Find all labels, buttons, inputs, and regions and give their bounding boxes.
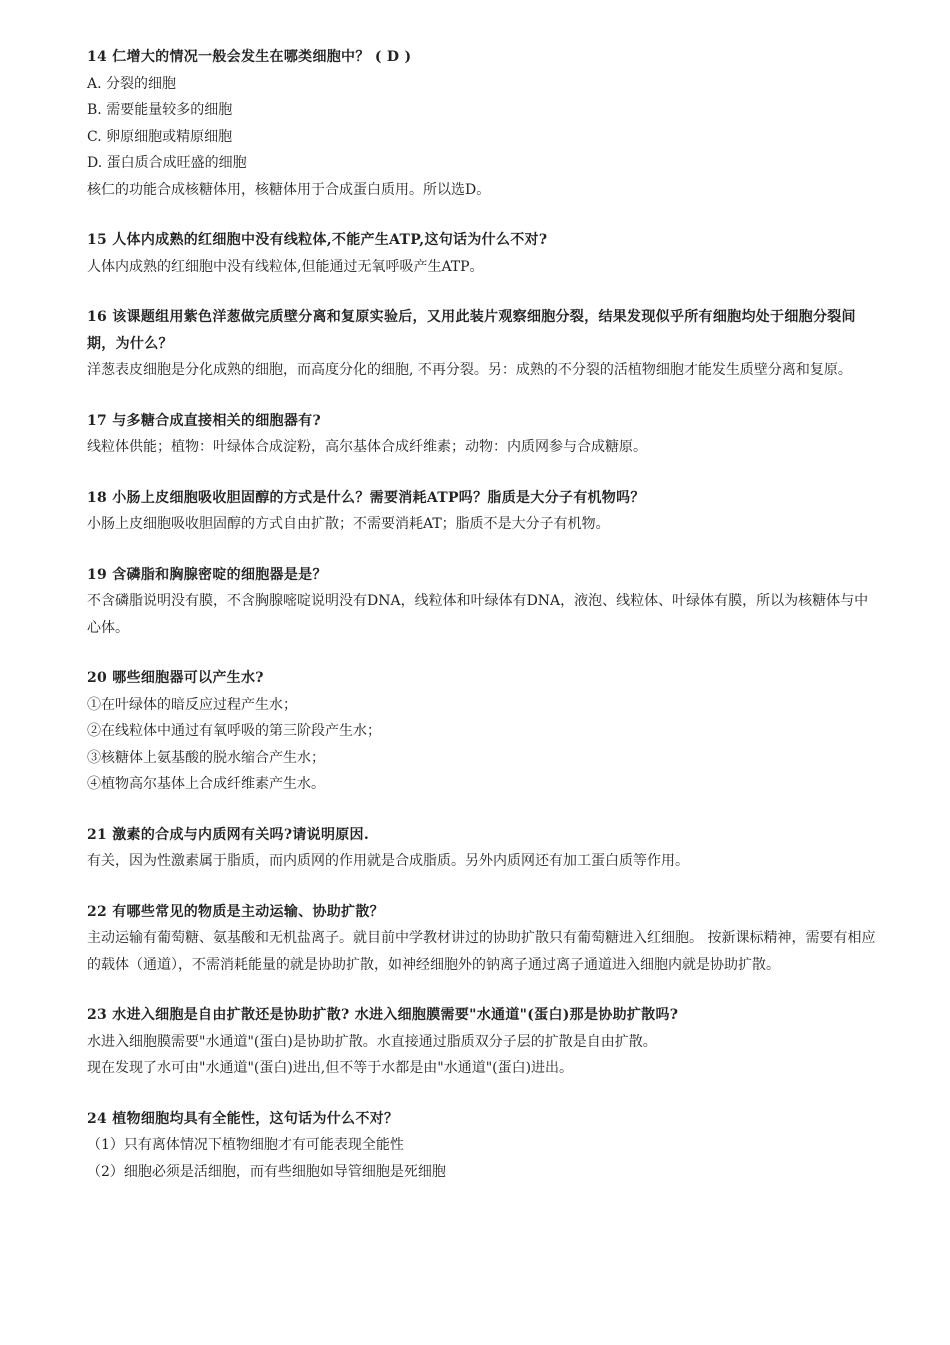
- question-text: 17 与多糖合成直接相关的细胞器有?: [87, 412, 321, 429]
- answer-text: 线粒体供能；植物：叶绿体合成淀粉，高尔基体合成纤维素；动物：内质网参与合成糖原。: [87, 439, 647, 455]
- answer-line: （1）只有离体情况下植物细胞才有可能表现全能性: [87, 1137, 404, 1153]
- question-text: 21 激素的合成与内质网有关吗?请说明原因.: [87, 826, 370, 843]
- option-c: C. 卵原细胞或精原细胞: [87, 128, 233, 145]
- question-text: 20 哪些细胞器可以产生水?: [87, 670, 264, 686]
- question-text: 22 有哪些常见的物质是主动运输、协助扩散？: [87, 903, 384, 920]
- question-block-23: [87, 1002, 880, 1082]
- answer-text: 小肠上皮细胞吸收胆固醇的方式自由扩散；不需要消耗AT；脂质不是大分子有机物。: [87, 516, 610, 532]
- question-block-22: [87, 899, 880, 979]
- question-block-14: [87, 44, 880, 203]
- question-block-20: [87, 665, 880, 798]
- question-block-21: [87, 822, 880, 875]
- question-block-16: [87, 304, 880, 384]
- answer-text: 人体内成熟的红细胞中没有线粒体,但能通过无氧呼吸产生ATP。: [87, 258, 484, 275]
- answer-line: ①在叶绿体的暗反应过程产生水；: [87, 696, 297, 713]
- question-text: 15 人体内成熟的红细胞中没有线粒体,不能产生ATP,这句话为什么不对?: [87, 232, 548, 248]
- answer-text: 核仁的功能合成核糖体用，核糖体用于合成蛋白质用。所以选D。: [87, 181, 491, 198]
- answer-line: ④植物高尔基体上合成纤维素产生水。: [87, 776, 325, 792]
- question-text: 24 植物细胞均具有全能性，这句话为什么不对？: [87, 1110, 399, 1127]
- question-block-24: [87, 1106, 880, 1186]
- question-text: 14 仁增大的情况一般会发生在哪类细胞中？ ( D ): [87, 49, 412, 65]
- answer-line: 现在发现了水可由"水通道"(蛋白)进出,但不等于水都是由"水通道"(蛋白)进出。: [87, 1060, 574, 1076]
- question-text: 16 该课题组用紫色洋葱做完质壁分离和复原实验后，又用此装片观察细胞分裂，结果发现似乎所有细胞均处于细胞分裂间期，为什么？: [87, 309, 856, 352]
- answer-line: （2）细胞必须是活细胞，而有些细胞如导管细胞是死细胞: [87, 1163, 446, 1180]
- question-text: 19 含磷脂和胸腺密啶的细胞器是是？: [87, 566, 327, 583]
- answer-text: 主动运输有葡萄糖、氨基酸和无机盐离子。就目前中学教材讲过的协助扩散只有葡萄糖进入红细胞。 按新课标精神，需要有相应的载体（通道），不需消耗能量的就是协助扩散，如神经细胞外的钠离子通过离子通道进入细胞内就是协助扩散。: [87, 930, 876, 973]
- question-block-18: [87, 485, 880, 538]
- question-block-19: [87, 562, 880, 642]
- question-block-15: [87, 227, 880, 280]
- option-a: A. 分裂的细胞: [87, 75, 177, 92]
- answer-line: 水进入细胞膜需要"水通道"(蛋白)是协助扩散。水直接通过脂质双分子层的扩散是自由扩散。: [87, 1033, 657, 1050]
- answer-line: ③核糖体上氨基酸的脱水缩合产生水；: [87, 749, 325, 766]
- question-text: 18 小肠上皮细胞吸收胆固醇的方式是什么？需要消耗ATP吗？脂质是大分子有机物吗？: [87, 489, 645, 506]
- answer-line: ②在线粒体中通过有氧呼吸的第三阶段产生水；: [87, 723, 381, 739]
- answer-text: 不含磷脂说明没有膜，不含胸腺嘧啶说明没有DNA，线粒体和叶绿体有DNA，液泡、线粒体、叶绿体有膜，所以为核糖体与中心体。: [87, 593, 869, 636]
- option-d: D. 蛋白质合成旺盛的细胞: [87, 155, 247, 171]
- option-b: B. 需要能量较多的细胞: [87, 102, 233, 118]
- question-block-17: [87, 408, 880, 461]
- answer-text: 洋葱表皮细胞是分化成熟的细胞，而高度分化的细胞, 不再分裂。另：成熟的不分裂的活植物细胞才能发生质壁分离和复原。: [87, 362, 852, 378]
- question-text: 23 水进入细胞是自由扩散还是协助扩散? 水进入细胞膜需要"水通道"(蛋白)那是协助扩散吗?: [87, 1007, 679, 1023]
- answer-text: 有关，因为性激素属于脂质，而内质网的作用就是合成脂质。另外内质网还有加工蛋白质等作用。: [87, 853, 689, 869]
